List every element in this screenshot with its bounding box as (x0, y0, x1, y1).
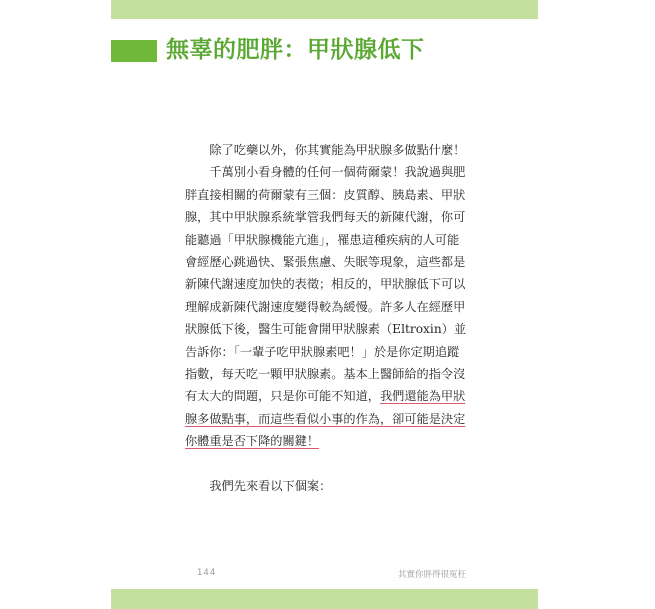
main-paragraph (185, 161, 469, 452)
top-decorative-bar (111, 0, 538, 19)
closing-paragraph: 我們先來看以下個案： (209, 479, 332, 494)
main-paragraph-text: 千萬別小看身體的任何一個荷爾蒙！我說過與肥胖直接相關的荷爾蒙有三個：皮質醇、胰島素、甲狀腺，其中甲狀腺系統掌管我們每天的新陳代謝，你可能聽過「甲狀腺機能亢進」，罹患這種疾病的人可能會經歷心跳過快、緊張焦慮、失眠等現象，這些都是新陳代謝速度加快的表徵；相反的，甲狀腺低下可以理解成新陳代謝速度變得較為緩慢。許多人在經歷甲狀腺低下後，醫生可能會開甲狀腺素（Eltroxin）並告訴你：「一輩子吃甲狀腺素吧！」於是你定期追蹤指數，每天吃一顆甲狀腺素。基本上醫師給的指令沒有太大的問題，只是你可能不知道， (185, 165, 467, 404)
title-accent-block (111, 40, 157, 62)
chapter-title: 無辜的肥胖：甲狀腺低下 (166, 37, 425, 63)
page-number: 144 (197, 568, 217, 578)
running-footer-title: 其實你胖得很冤枉 (398, 570, 467, 580)
bottom-decorative-bar (111, 589, 538, 609)
intro-paragraph: 除了吃藥以外，你其實能為甲狀腺多做點什麼！ (209, 143, 466, 157)
body-text (185, 139, 469, 497)
emphasized-sentence: 我們還能為甲狀腺多做點事，而這些看似小事的作為，卻可能是決定你體重是否下降的關鍵！ (185, 389, 466, 449)
